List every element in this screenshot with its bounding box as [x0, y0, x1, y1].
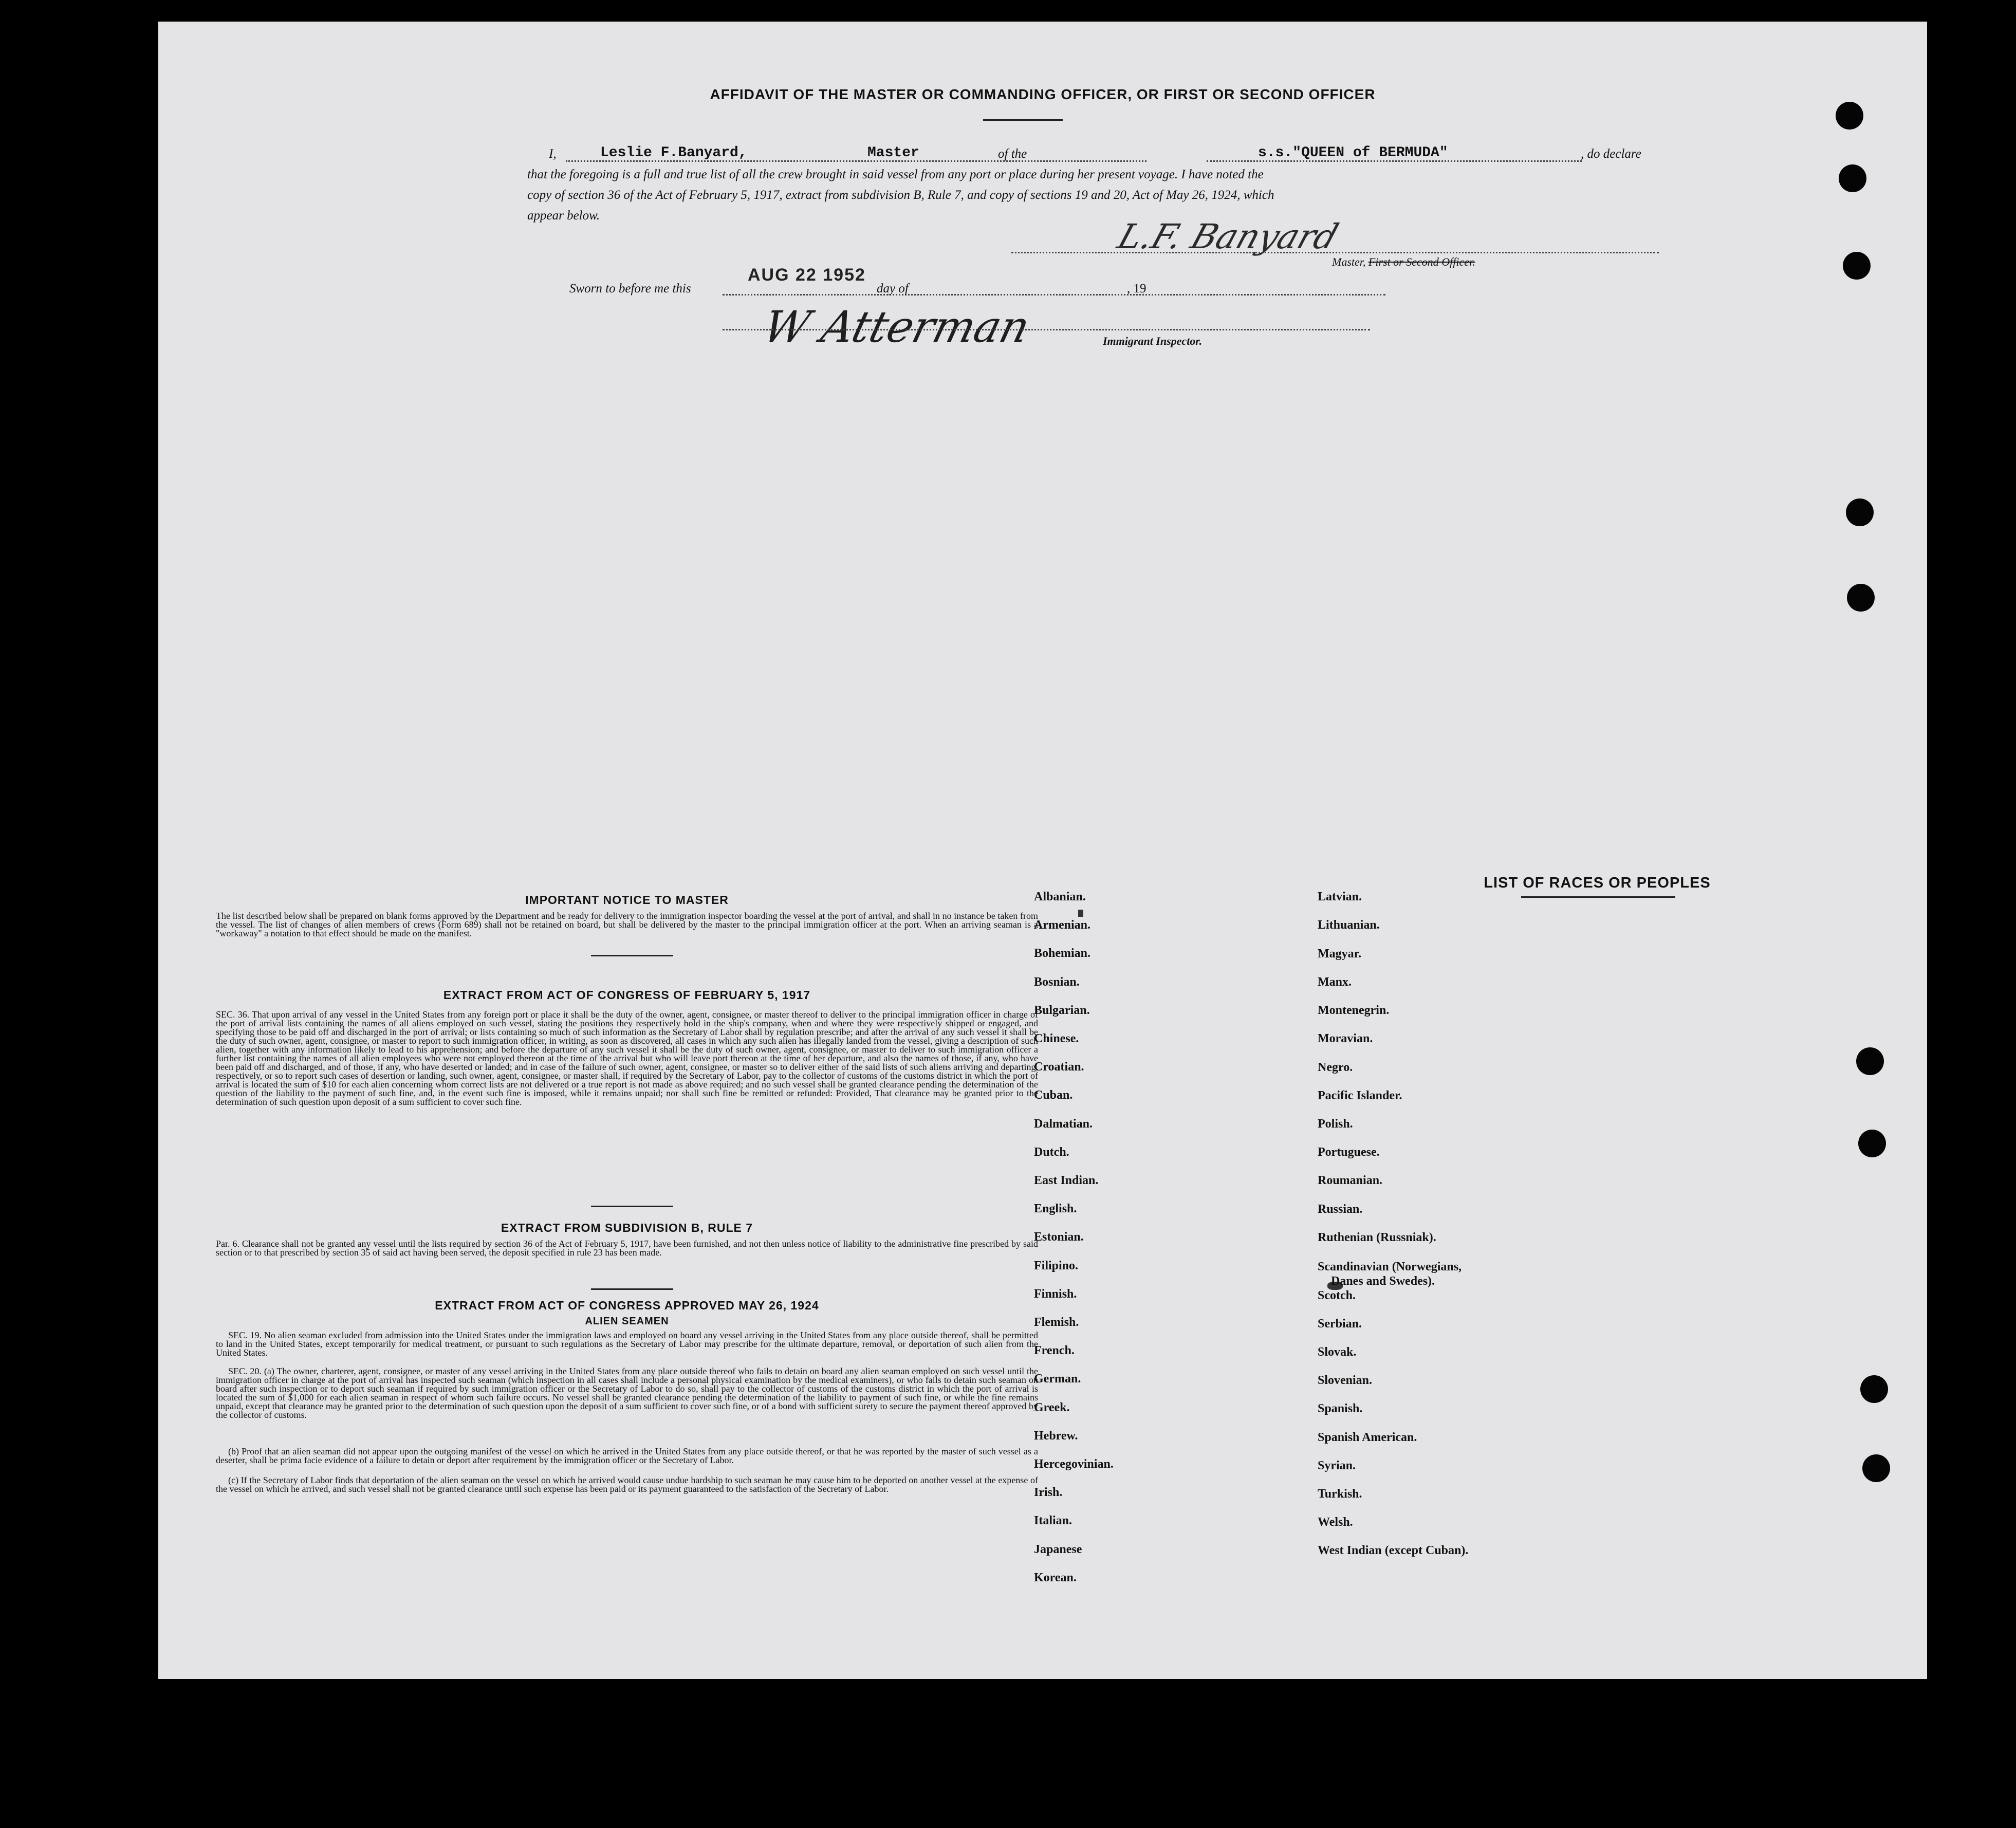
race-item: Hebrew.: [1034, 1429, 1078, 1443]
sec-20c-text: (c) If the Secretary of Labor finds that deportation of the alien seaman on the vessel on which he arrived would cause undue hardship to such seaman he may cause him to be deported on another vessel at the expense of the vessel on which he arrived, and such vessel shall not be granted clearance until such expense has been paid or its payment guaranteed to the satisfaction of the Secretary of Labor.: [216, 1475, 1038, 1494]
master-rank: Master: [867, 145, 919, 161]
affidavit-line-4: appear below.: [527, 209, 600, 223]
affidavit-line-3: copy of section 36 of the Act of February 5, 1917, extract from subdivision B, Rule 7, and copy of sections 19 and 20, Act of May 26, 1924, which: [527, 188, 1274, 202]
race-item: Slovak.: [1318, 1345, 1357, 1359]
notice-heading: IMPORTANT NOTICE TO MASTER: [525, 893, 729, 907]
master-caption-prefix: Master,: [1332, 255, 1366, 268]
binder-hole: [1862, 1454, 1890, 1482]
race-item: Irish.: [1034, 1486, 1063, 1500]
race-item: English.: [1034, 1202, 1077, 1216]
race-item: Scotch.: [1318, 1289, 1356, 1302]
master-caption-struck: First or Second Officer.: [1368, 255, 1475, 268]
race-item: Filipino.: [1034, 1259, 1079, 1272]
of-the-label: of the: [998, 147, 1027, 161]
race-item-continuation: Danes and Swedes).: [1331, 1275, 1435, 1288]
binder-hole: [1843, 252, 1871, 280]
race-item: Croatian.: [1034, 1060, 1084, 1074]
race-item: Finnish.: [1034, 1287, 1077, 1301]
race-item: Portuguese.: [1318, 1146, 1380, 1159]
race-item: Hercegovinian.: [1034, 1457, 1114, 1471]
year-label: , 19: [1127, 282, 1146, 296]
race-item: Spanish.: [1318, 1402, 1363, 1415]
sec-20a-text: SEC. 20. (a) The owner, charterer, agent, consignee, or master of any vessel arriving in the United States from any place outside thereof who fails to detain on board any alien seaman employed on such vessel until the immigration officer in charge at the port of arrival has inspected such seaman (which inspection in all cases shall include a personal physical examination by the medical examiners), or who fails to detain such seaman on board after such inspection or to deport such seaman if required by such immigration officer or the Secretary of Labor to do so, shall pay to the collector of customs of the customs district in which the port of arrival is located the sum of $1,000 for each alien seaman in respect of whom such failure occurs. No vessel shall be granted clearance pending the determination of the liability to payment of such fine, or while the fine remains unpaid, except that clearance may be granted prior to the determination of such question upon the deposit of a sum sufficient to cover such fine, or of a bond with sufficient surety to secure the payment thereof approved by the collector of customs.: [216, 1366, 1038, 1420]
race-item: Moravian.: [1318, 1032, 1373, 1045]
extract-1917-heading: EXTRACT FROM ACT OF CONGRESS OF FEBRUARY 5, 1917: [443, 988, 811, 1002]
race-item: Korean.: [1034, 1571, 1077, 1584]
race-item: Lithuanian.: [1318, 918, 1380, 932]
affidavit-i: I,: [549, 147, 557, 161]
extract-1917-text: SEC. 36. That upon arrival of any vessel in the United States from any foreign port or place it shall be the duty of the owner, agent, consignee, or master thereof to deliver to the principal immigration officer in charge of the port of arrival lists containing the names of all aliens employed on such vessel, stating the positions they respectively hold in the ship's company, when and where they were respectively shipped or engaged, and specifying those to be paid off and discharged in the port of arrival; or lists containing so much of such information as the Secretary of Labor shall by regulation prescribe; and after the arrival of any such vessel it shall be the duty of such owner, agent, consignee, or master to report to such immigration officer, in writing, as soon as discovered, all cases in which any such alien has illegally landed from the vessel, giving a description of such alien, together with any information likely to lead to his apprehension; and before the departure of any such vessel it shall be the duty of such owner, agent, consignee, or master to deliver to such immigration officer a further list containing the names of all alien employees who were not employed thereon at the time of the arrival but who will leave port thereon at the time of her departure, and also the names of those, if any, who have been paid off and discharged, and of those, if any, who have deserted or landed; and in case of the failure of such owner, agent, consignee, or master so to deliver either of the said lists of such aliens arriving and departing, respectively, or so to report such cases of desertion or landing, such owner, agent, consignee, or master shall, if required by the Secretary of Labor, pay to the collector of customs of the customs district in which the port of arrival is located the sum of $10 for each alien concerning whom correct lists are not delivered or a true report is not made as above required; and no such vessel shall be granted clearance pending the determination of the question of the liability to the payment of such fine, and, in the event such fine is imposed, while it remains unpaid; nor shall such fine be remitted or refunded: Provided, That clearance may be granted prior to the determination of such question upon deposit of a sum sufficient to cover such fine.: [216, 1009, 1038, 1107]
master-name: Leslie F.Banyard,: [600, 145, 747, 161]
inspector-line: [723, 329, 1370, 330]
binder-hole: [1860, 1375, 1888, 1403]
race-item: German.: [1034, 1372, 1081, 1386]
race-item: Dutch.: [1034, 1145, 1069, 1159]
race-item: Japanese: [1034, 1542, 1082, 1556]
inspector-caption: Immigrant Inspector.: [1103, 335, 1203, 347]
race-item: Manx.: [1318, 975, 1352, 989]
rule-7-heading: EXTRACT FROM SUBDIVISION B, RULE 7: [501, 1221, 753, 1234]
inspector-signature: W Atterman: [758, 302, 1035, 352]
race-item: Bosnian.: [1034, 975, 1080, 989]
race-item: Negro.: [1318, 1061, 1353, 1074]
race-item: West Indian (except Cuban).: [1318, 1544, 1469, 1557]
heading-divider: [983, 119, 1063, 121]
binder-hole: [1846, 498, 1874, 526]
binder-hole: [1858, 1130, 1886, 1157]
race-item: Slovenian.: [1318, 1374, 1373, 1387]
races-heading: LIST OF RACES OR PEOPLES: [1484, 875, 1711, 891]
ink-speck: [1078, 910, 1083, 917]
race-item: Welsh.: [1318, 1516, 1353, 1529]
race-item: Magyar.: [1318, 947, 1362, 961]
race-item: Ruthenian (Russniak).: [1318, 1231, 1436, 1244]
race-item: East Indian.: [1034, 1174, 1099, 1187]
race-item: Estonian.: [1034, 1230, 1084, 1244]
race-item: Roumanian.: [1318, 1174, 1383, 1187]
race-item: Polish.: [1318, 1117, 1353, 1131]
rule-7-text: Par. 6. Clearance shall not be granted any vessel until the lists required by section 36 of the Act of February 5, 1917, have been furnished, and not then unless notice of liability to the administrative fine prescribed by said section or to that prescribed by section 35 of said act having been served, the deposit specified in rule 23 has been made.: [216, 1239, 1038, 1258]
race-item: Bulgarian.: [1034, 1003, 1090, 1017]
race-item: Montenegrin.: [1318, 1004, 1390, 1017]
race-item: Russian.: [1318, 1203, 1363, 1216]
vessel-name: s.s."QUEEN of BERMUDA": [1258, 145, 1448, 161]
races-divider: [1521, 896, 1675, 898]
race-item: Cuban.: [1034, 1088, 1073, 1102]
rule-7-divider: [591, 1288, 673, 1290]
extract-1924-heading: EXTRACT FROM ACT OF CONGRESS APPROVED MAY 26, 1924: [435, 1299, 819, 1312]
master-signature: L.F. Banyard: [1113, 217, 1343, 256]
affidavit-heading: AFFIDAVIT OF THE MASTER OR COMMANDING OFFICER, OR FIRST OR SECOND OFFICER: [710, 86, 1376, 102]
race-item: Spanish American.: [1318, 1431, 1417, 1444]
race-item: Italian.: [1034, 1514, 1072, 1528]
sec-20b-text: (b) Proof that an alien seaman did not appear upon the outgoing manifest of the vessel on which he arrived in the United States from any place outside thereof, or that he was reported by the master of such vessel as a deserter, shall be prima facie evidence of a failure to detain or deport after requirement by the immigration officer or the Secretary of Labor.: [216, 1446, 1038, 1465]
sworn-label: Sworn to before me this: [569, 282, 691, 296]
race-item: Pacific Islander.: [1318, 1089, 1402, 1102]
binder-hole: [1839, 164, 1866, 192]
race-item: Turkish.: [1318, 1487, 1362, 1501]
binder-hole: [1836, 102, 1863, 130]
master-caption: [1332, 252, 1475, 272]
date-stamp: AUG 22 1952: [748, 265, 866, 285]
race-item: Chinese.: [1034, 1032, 1079, 1045]
race-item: Armenian.: [1034, 918, 1090, 932]
document-page: [158, 22, 1927, 1679]
binder-hole: [1847, 584, 1875, 612]
binder-hole: [1856, 1047, 1884, 1075]
race-item: Serbian.: [1318, 1317, 1362, 1331]
race-item: Flemish.: [1034, 1316, 1079, 1329]
sworn-fill-line: [723, 294, 1385, 296]
race-item: Latvian.: [1318, 890, 1362, 903]
sec-19-text: SEC. 19. No alien seaman excluded from admission into the United States under the immigration laws and employed on board any vessel arriving in the United States from any place outside thereof, shall be permitted to land in the United States, except temporarily for medical treatment, or pursuant to such regulations as the Secretary of Labor may prescribe for the ultimate departure, removal, or deportation of such alien from the United States.: [216, 1330, 1038, 1358]
race-item: French.: [1034, 1344, 1075, 1358]
day-of-label: day of: [877, 282, 909, 296]
race-item: Greek.: [1034, 1400, 1070, 1414]
alien-seamen-subheading: ALIEN SEAMEN: [585, 1316, 669, 1327]
notice-text: The list described below shall be prepared on blank forms approved by the Department and be ready for delivery to the immigration inspector boarding the vessel at the port of arrival, and shall in no instance be taken from the vessel. The list of changes of alien members of crews (Form 689) shall not be retained on board, but shall be delivered by the master to the principal immigration officer at the port. When an arriving seaman is a "workaway" a notation to that effect should be made on the manifest.: [216, 911, 1038, 938]
race-item: Bohemian.: [1034, 947, 1091, 961]
race-item: Dalmatian.: [1034, 1117, 1093, 1131]
notice-divider: [591, 955, 673, 956]
affidavit-line-2: that the foregoing is a full and true list of all the crew brought in said vessel from any port or place during her present voyage. I have noted the: [527, 168, 1264, 181]
extract-1917-divider: [591, 1206, 673, 1207]
race-item: Scandinavian (Norwegians,: [1318, 1260, 1462, 1273]
race-item: Syrian.: [1318, 1459, 1356, 1472]
do-declare-label: , do declare: [1581, 147, 1641, 161]
race-item: Albanian.: [1034, 890, 1086, 903]
